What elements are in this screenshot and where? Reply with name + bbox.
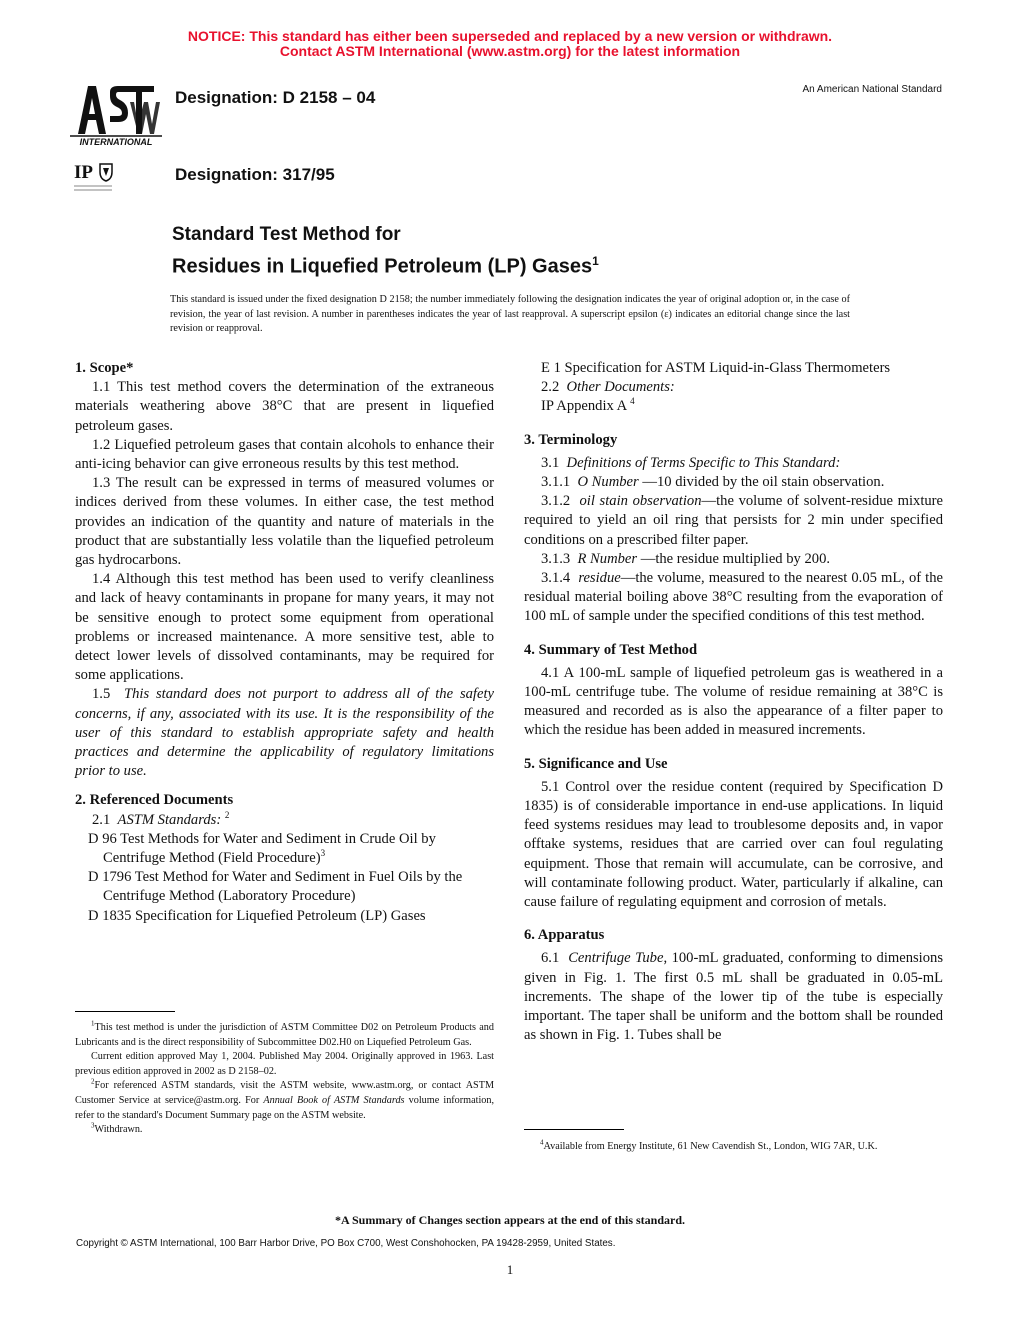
designation-astm: Designation: D 2158 – 04 [175, 88, 376, 107]
ref-d1796: D 1796 Test Method for Water and Sediment in Fuel Oils by the Centrifuge Method (Laboratory Procedure) [88, 869, 463, 905]
ip-appendix: IP Appendix A $^4$ [541, 396, 635, 415]
left-column [75, 359, 494, 926]
ip-logo [74, 160, 118, 196]
para-1-2: 1.2 Liquefied petroleum gases that contain alcohols to enhance their anti-icing behavior can give erroneous results by this test method. [75, 436, 494, 473]
right-column [524, 359, 943, 1046]
intro-paragraph: This standard is issued under the fixed designation D 2158; the number immediately following the designation indicates the year of original adoption or, in the case of revision, the year of last revision. A number in parentheses indicates the year of last reapproval. A superscript epsilon (ε) indicates an editorial change since the last revision or reapproval. [170, 294, 850, 334]
page-number: 1 [506, 1262, 514, 1277]
title-line-2: Residues in Liquefied Petroleum (LP) Gases$^1$ [172, 254, 599, 278]
american-national-standard: An American National Standard [802, 84, 942, 95]
section-6-heading: 6. Apparatus [524, 927, 605, 944]
section-2-heading: 2. Referenced Documents [75, 792, 234, 809]
footnote-2: $^2$For referenced ASTM standards, visit the ASTM website, www.astm.org, or contact ASTM Customer Service at service@astm.org. For Annual Book of ASTM Standards volume information, refer to the standard's Document Summary page on the ASTM website. [75, 1077, 495, 1121]
section-1-heading: 1. Scope* [75, 360, 134, 376]
para-1-3: 1.3 The result can be expressed in terms of measured volumes or indices derived from these volumes. In either case, the test method provides an indication of the quantity and nature of materials in the product that are substantially less volatile than the liquefied petroleum gas hydrocarbons. [75, 475, 494, 569]
document-title [172, 222, 599, 280]
para-3-1-3: 3.1.3 R Number —the residue multiplied by 200. [541, 550, 831, 567]
title-footnote-ref: 1 [592, 254, 599, 268]
copyright-line: Copyright © ASTM International, 100 Barr Harbor Drive, PO Box C700, West Conshohocken, PA 19428-2959, United States. [76, 1238, 616, 1249]
para-6-1: 6.1 Centrifuge Tube, 100-mL graduated, conforming to dimensions given in Fig. 1. The first 0.5 mL shall be graduated in 0.05-mL increments. The shape of the lower tip of the tube is especially important. The taper shall be uniform and the bottom shall be rounded as shown in Fig. 1. Tubes shall be [524, 950, 944, 1044]
title-line-1: Standard Test Method for [172, 224, 401, 245]
designation-ip: Designation: 317/95 [175, 165, 335, 184]
footnote-rule-right [524, 1129, 624, 1130]
para-2-2: 2.2 Other Documents: [541, 379, 675, 396]
para-5-1: 5.1 Control over the residue content (required by Specification D 1835) is of considerable importance in end-use applications. In liquid feed systems residues may lead to troublesome deposits and, in vapor offtake systems, residues that are carried over can foul regulating equipment. Those that remain will accumulate, can be corrosive, and will contaminate following product. Water, particularly if alkaline, can cause failure of regulating equipment and corrosion of metals. [524, 778, 943, 911]
para-1-5: 1.5 This standard does not purport to address all of the safety concerns, if any, associated with its use. It is the responsibility of the user of this standard to establish appropriate safety and health practices and determine the applicability of regulatory limitations prior to use. [75, 686, 494, 780]
para-3-1-4: 3.1.4 residue—the volume, measured to the nearest 0.05 mL, of the residual material boiling above 38°C resulting from the evaporation of 100 mL of sample under the specified conditions of this test method. [524, 570, 943, 625]
right-footnotes [524, 1140, 943, 1155]
left-footnotes [75, 1021, 494, 1138]
footnote-1b: Current edition approved May 1, 2004. Published May 2004. Originally approved in 1963. Last previous edition approved in 2002 as D 2158–02. [75, 1051, 494, 1077]
para-3-1-2: 3.1.2 oil stain observation—the volume of solvent-residue mixture required to yield an oil ring that persists for 2 min under specified conditions on a prescribed filter paper. [524, 493, 944, 548]
para-1-4: 1.4 Although this test method has been used to verify cleanliness and lack of heavy contaminants in propane for many years, it may not be sensitive enough to protect some equipment from operational problems or increased maintenance. A more sensitive test, able to detect lower levels of dissolved contaminants, may be required for some applications. [75, 571, 494, 684]
notice-line-2: Contact ASTM International (www.astm.org) for the latest information [279, 43, 741, 59]
para-3-1-1: 3.1.1 O Number —10 divided by the oil stain observation. [541, 474, 885, 491]
section-3-heading: 3. Terminology [524, 431, 618, 448]
astm-logo [70, 78, 162, 148]
footnote-4: $^4$Available from Energy Institute, 61 New Cavendish St., London, WIG 7AR, U.K. [540, 1138, 878, 1152]
ip-logo-text: IP [74, 162, 93, 183]
ref-d96: D 96 Test Methods for Water and Sediment in Crude Oil by Centrifuge Method (Field Procedure)$^3$ [88, 830, 436, 867]
para-4-1: 4.1 A 100-mL sample of liquefied petroleum gas is weathered in a 100-mL centrifuge tube. The volume of residue remaining at 38°C is measured and recorded as is also the appearance of a filter paper to which the residue has been added in measured increments. [524, 664, 943, 739]
notice-line-1: NOTICE: This standard has either been superseded and replaced by a new version or withdrawn. [187, 28, 833, 44]
summary-of-changes-note: *A Summary of Changes section appears at the end of this standard. [334, 1213, 686, 1227]
para-1-1: 1.1 This test method covers the determination of the extraneous materials weathering above 38°C that are present in liquefied petroleum gases. [75, 379, 494, 434]
ref-e1: E 1 Specification for ASTM Liquid-in-Glass Thermometers [541, 360, 891, 376]
footnote-1: $^1$This test method is under the jurisdiction of ASTM Committee D02 on Petroleum Products and Lubricants and is the direct responsibility of Subcommittee D02.H0 on Liquefied Petroleum Gas. [75, 1019, 494, 1048]
footnote-rule-left [75, 1011, 175, 1012]
astm-logo-text: INTERNATIONAL [79, 137, 153, 147]
ref-d1835: D 1835 Specification for Liquefied Petroleum (LP) Gases [88, 907, 426, 924]
para-3-1: 3.1 Definitions of Terms Specific to This Standard: [541, 454, 841, 471]
footnote-3: $^3$Withdrawn. [91, 1121, 143, 1136]
section-5-heading: 5. Significance and Use [524, 755, 668, 772]
para-2-1: 2.1 ASTM Standards: $^2$ [92, 809, 230, 828]
section-4-heading: 4. Summary of Test Method [524, 641, 698, 658]
